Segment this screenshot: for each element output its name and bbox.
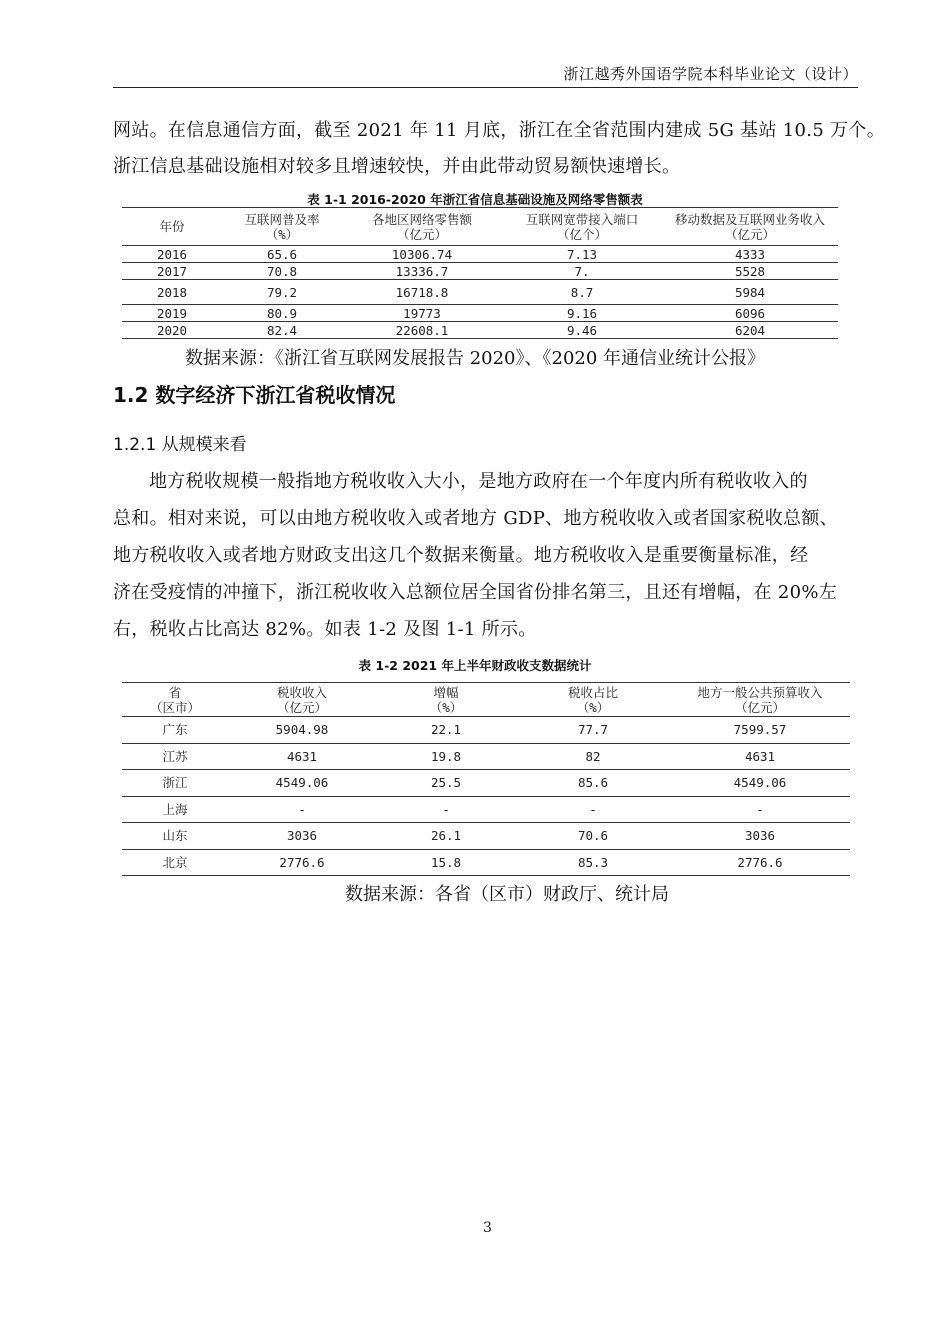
- table-cell: 4333: [662, 246, 838, 263]
- table-cell: 北京: [122, 849, 228, 876]
- table-2-caption: 表 1-2 2021 年上半年财政收支数据统计: [358, 658, 592, 673]
- table-cell: 70.8: [222, 263, 342, 280]
- table-cell: 上海: [122, 796, 228, 823]
- table-row: [122, 280, 838, 305]
- table-2-source: 数据来源：各省（区市）财政厅、统计局: [345, 884, 669, 905]
- table-row: [122, 322, 838, 339]
- paragraph-line: 济在受疫情的冲撞下，浙江税收收入总额位居全国省份排名第三，且还有增幅，在 20%左: [113, 582, 838, 603]
- paragraph-line: 地方税收规模一般指地方税收收入大小，是地方政府在一个年度内所有税收收入的: [149, 471, 808, 492]
- table-cell: 5904.98: [228, 717, 376, 744]
- table-cell: 3036: [670, 823, 850, 850]
- table-cell: 26.1: [376, 823, 516, 850]
- table-cell: 10306.74: [342, 246, 502, 263]
- table-cell: -: [376, 796, 516, 823]
- table-cell: 15.8: [376, 849, 516, 876]
- table-cell: 16718.8: [342, 280, 502, 305]
- table-row: [122, 849, 850, 876]
- table-cell: -: [670, 796, 850, 823]
- table-cell: 7.13: [502, 246, 662, 263]
- table-header-row: [122, 683, 850, 717]
- table-row: [122, 823, 850, 850]
- column-header: [516, 683, 670, 717]
- table-cell: 2018: [122, 280, 222, 305]
- table-row: [122, 743, 850, 770]
- table-cell: 江苏: [122, 743, 228, 770]
- table-cell: 82.4: [222, 322, 342, 339]
- column-header-label: 税收占比: [567, 684, 618, 700]
- column-header-label: 各地区网络零售额: [371, 211, 472, 227]
- column-header: [122, 683, 228, 717]
- table-cell: 2776.6: [670, 849, 850, 876]
- table-cell: 22608.1: [342, 322, 502, 339]
- table-cell: 2017: [122, 263, 222, 280]
- column-header: [670, 683, 850, 717]
- column-header: [122, 208, 222, 246]
- column-header: [662, 208, 838, 246]
- table-cell: 6096: [662, 305, 838, 322]
- table-cell: 22.1: [376, 717, 516, 744]
- table-cell: 85.6: [516, 770, 670, 797]
- table-cell: 85.3: [516, 849, 670, 876]
- document-header-title: 浙江越秀外国语学院本科毕业论文（设计）: [563, 65, 858, 83]
- table-cell: -: [516, 796, 670, 823]
- table-cell: 4549.06: [670, 770, 850, 797]
- table-cell: 3036: [228, 823, 376, 850]
- table-cell: 79.2: [222, 280, 342, 305]
- column-header-label: 互联网普及率: [244, 211, 320, 227]
- table-cell: 2019: [122, 305, 222, 322]
- column-header: [376, 683, 516, 717]
- table-row: [122, 263, 838, 280]
- section-heading: 1.2 数字经济下浙江省税收情况: [113, 383, 396, 407]
- column-header-unit: （亿元）: [396, 226, 447, 242]
- column-header: [222, 208, 342, 246]
- column-header-unit: （%）: [265, 226, 299, 242]
- table-cell: -: [228, 796, 376, 823]
- paragraph-line: 右，税收占比高达 82%。如表 1-2 及图 1-1 所示。: [113, 619, 537, 640]
- table-cell: 4549.06: [228, 770, 376, 797]
- table-row: [122, 246, 838, 263]
- column-header-unit: （区市）: [149, 699, 200, 715]
- column-header: [502, 208, 662, 246]
- table-cell: 25.5: [376, 770, 516, 797]
- column-header-label: 互联网宽带接入端口: [525, 211, 639, 227]
- subsection-heading: 1.2.1 从规模来看: [113, 435, 247, 455]
- table-cell: 9.16: [502, 305, 662, 322]
- table-cell: 浙江: [122, 770, 228, 797]
- table-cell: 7.: [502, 263, 662, 280]
- table-header-row: [122, 208, 838, 246]
- table-cell: 19773: [342, 305, 502, 322]
- table-cell: 19.8: [376, 743, 516, 770]
- table-cell: 4631: [228, 743, 376, 770]
- column-header-unit: （亿元）: [276, 699, 327, 715]
- column-header: [342, 208, 502, 246]
- table-cell: 9.46: [502, 322, 662, 339]
- table-2: [122, 682, 850, 876]
- table-cell: 4631: [670, 743, 850, 770]
- table-cell: 65.6: [222, 246, 342, 263]
- table-row: [122, 717, 850, 744]
- table-1-caption: 表 1-1 2016-2020 年浙江省信息基础设施及网络零售额表: [307, 192, 643, 207]
- paragraph-line: 网站。在信息通信方面，截至 2021 年 11 月底，浙江在全省范围内建成 5G 基站 10.5 万个。: [113, 120, 885, 141]
- table-cell: 5528: [662, 263, 838, 280]
- column-header: [228, 683, 376, 717]
- table-row: [122, 770, 850, 797]
- table-cell: 6204: [662, 322, 838, 339]
- table-cell: 8.7: [502, 280, 662, 305]
- table-cell: 山东: [122, 823, 228, 850]
- column-header-label: 地方一般公共预算收入: [697, 684, 823, 700]
- column-header-unit: （%）: [576, 699, 610, 715]
- paragraph-line: 总和。相对来说，可以由地方税收收入或者地方 GDP、地方税收收入或者国家税收总额、: [113, 508, 838, 529]
- table-cell: 77.7: [516, 717, 670, 744]
- column-header-unit: （亿元）: [734, 699, 785, 715]
- column-header-unit: （亿元）: [724, 226, 775, 242]
- table-1-source: 数据来源：《浙江省互联网发展报告 2020》、《2020 年通信业统计公报》: [184, 348, 766, 369]
- table-1: [122, 207, 838, 339]
- column-header-label: 税收收入: [276, 684, 327, 700]
- column-header-label: 年份: [159, 219, 185, 234]
- table-cell: 2020: [122, 322, 222, 339]
- paragraph-line: 地方税收收入或者地方财政支出这几个数据来衡量。地方税收收入是重要衡量标准，经: [113, 545, 809, 566]
- table-cell: 80.9: [222, 305, 342, 322]
- table-cell: 5984: [662, 280, 838, 305]
- table-cell: 广东: [122, 717, 228, 744]
- table-cell: 7599.57: [670, 717, 850, 744]
- table-cell: 2776.6: [228, 849, 376, 876]
- header-divider: [113, 87, 858, 88]
- table-cell: 70.6: [516, 823, 670, 850]
- page-number: 3: [483, 1220, 492, 1236]
- column-header-label: 增幅: [433, 684, 459, 700]
- column-header-unit: （%）: [429, 699, 463, 715]
- table-row: [122, 305, 838, 322]
- paragraph-line: 浙江信息基础设施相对较多且增速较快，并由此带动贸易额快速增长。: [113, 156, 681, 177]
- column-header-label: 省: [168, 684, 182, 700]
- table-cell: 82: [516, 743, 670, 770]
- table-row: [122, 796, 850, 823]
- table-cell: 2016: [122, 246, 222, 263]
- column-header-label: 移动数据及互联网业务收入: [674, 211, 825, 227]
- column-header-unit: （亿个）: [556, 226, 607, 242]
- table-cell: 13336.7: [342, 263, 502, 280]
